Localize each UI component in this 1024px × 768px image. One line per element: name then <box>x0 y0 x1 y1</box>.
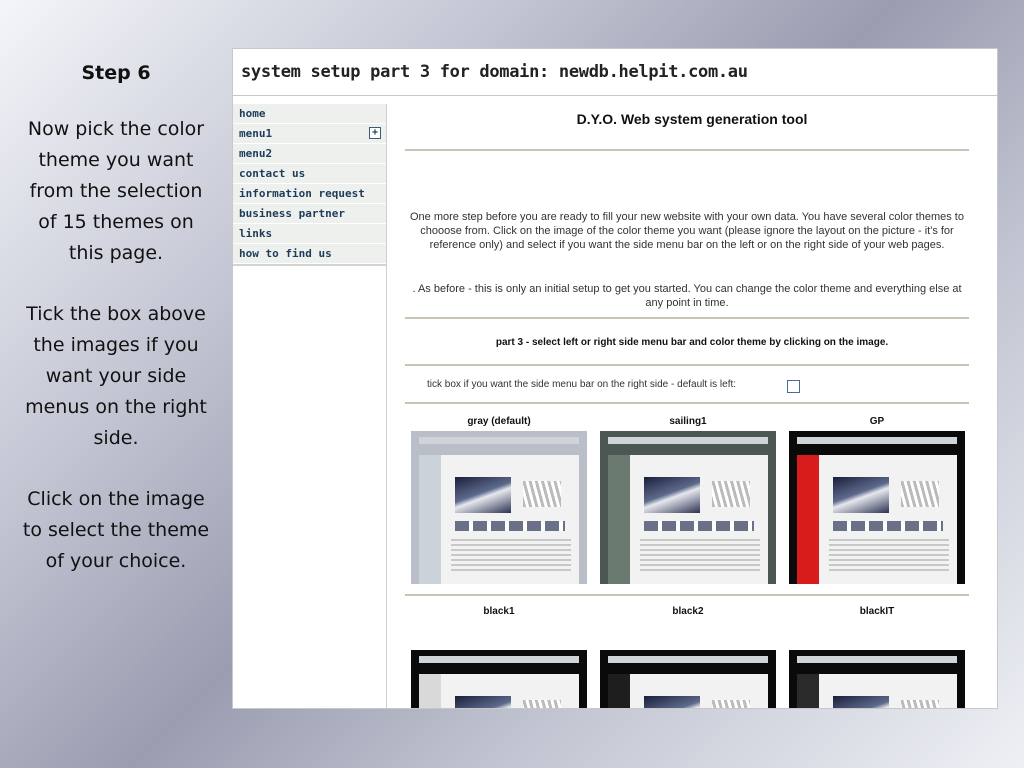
slide-text <box>22 62 210 607</box>
theme-label-blackit: blackIT <box>859 606 895 617</box>
nav-item-contact-us[interactable]: contact us <box>233 164 386 184</box>
nav-item-links[interactable]: links <box>233 224 386 244</box>
nav-item-business-partner[interactable]: business partner <box>233 204 386 224</box>
tool-title: D.Y.O. Web system generation tool <box>576 111 808 127</box>
nav-list <box>233 104 386 266</box>
theme-thumb-sailing1[interactable] <box>600 431 776 584</box>
theme-thumb-black1[interactable] <box>411 650 587 708</box>
intro-text: One more step before you are ready to fill your new website with your own data. You have several color themes to chooose from. Click on the image of the color theme you want (please ignore the layout on the picture - it's for reference only) and select if you want the side menu bar on the left or on the right side of your web pages. <box>410 211 964 251</box>
expand-plus-icon[interactable]: + <box>369 127 381 139</box>
divider <box>405 364 969 366</box>
divider <box>405 402 969 404</box>
divider <box>405 317 969 319</box>
instruction-pick-theme: Now pick the color theme you want from the selection of 15 themes on this page. <box>27 118 205 264</box>
theme-thumb-gray[interactable] <box>411 431 587 584</box>
theme-label-gp: GP <box>869 416 885 427</box>
right-menu-label: tick box if you want the side menu bar on the right side - default is left: <box>427 379 737 390</box>
sidebar <box>233 104 387 708</box>
instruction-click-image: Click on the image to select the theme of your choice. <box>22 488 210 572</box>
nav-item-menu1[interactable]: menu1 + <box>233 124 386 144</box>
step-title: Step 6 <box>81 62 151 84</box>
divider <box>405 149 969 151</box>
setup-header: system setup part 3 for domain: newdb.helpit.com.au <box>233 49 997 96</box>
intro-note: . As before - this is only an initial setup to get you started. You can change the color theme and everything else at any point in time. <box>412 283 962 309</box>
main-content <box>387 104 997 708</box>
theme-thumb-black2[interactable] <box>600 650 776 708</box>
nav-item-home[interactable]: home <box>233 104 386 124</box>
nav-item-how-to-find-us[interactable]: how to find us <box>233 244 386 264</box>
theme-label-gray: gray (default) <box>467 416 531 427</box>
setup-page-screenshot <box>232 48 998 709</box>
part3-heading: part 3 - select left or right side menu bar and color theme by clicking on the image. <box>495 337 889 348</box>
nav-item-menu2[interactable]: menu2 <box>233 144 386 164</box>
theme-thumb-blackit[interactable] <box>789 650 965 708</box>
right-menu-checkbox[interactable] <box>787 380 800 393</box>
theme-label-sailing1: sailing1 <box>669 416 707 427</box>
instruction-tick-box: Tick the box above the images if you want your side menus on the right side. <box>25 303 207 449</box>
theme-label-black1: black1 <box>483 606 515 617</box>
nav-item-information-request[interactable]: information request <box>233 184 386 204</box>
theme-thumb-gp[interactable] <box>789 431 965 584</box>
divider <box>405 594 969 596</box>
theme-label-black2: black2 <box>672 606 704 617</box>
